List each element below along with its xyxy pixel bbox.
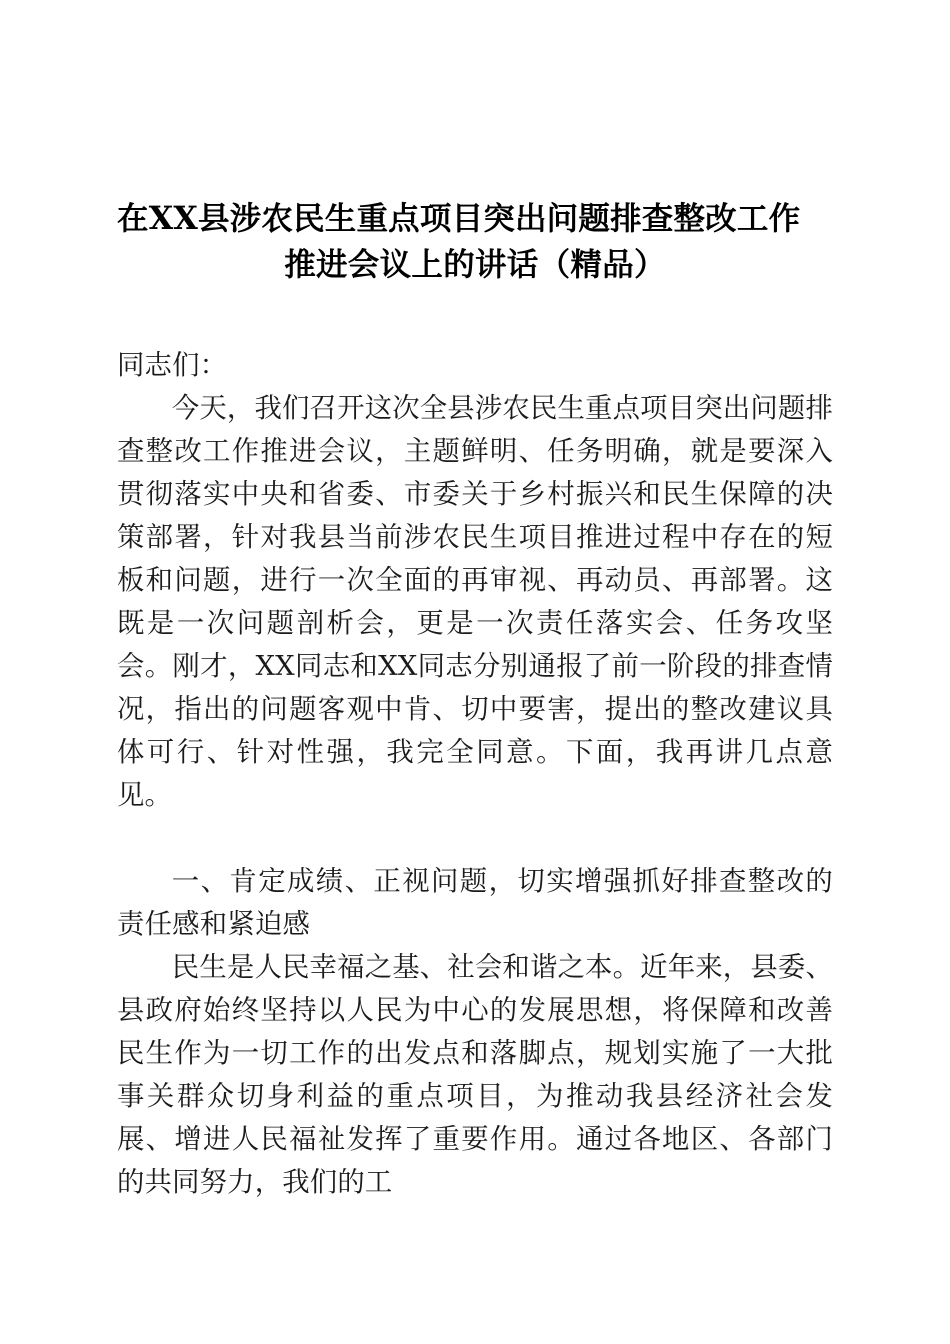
page-title-line-2: 推进会议上的讲话（精品） <box>284 246 666 283</box>
paragraph-intro: 今天，我们召开这次全县涉农民生重点项目突出问题排查整改工作推进会议，主题鲜明、任务明确，就是要深入贯彻落实中央和省委、市委关于乡村振兴和民生保障的决策部署，针对我县当前涉农民生项目推进过程中存在的短板和问题，进行一次全面的再审视、再动员、再部署。这既是一次问题剖析会，更是一次责任落实会、任务攻坚会。刚才，XX同志和XX同志分别通报了前一阶段的排查情况，指出的问题客观中肯、切中要害，提出的整改建议具体可行、针对性强，我完全同意。下面，我再讲几点意见。 <box>117 393 833 811</box>
page-title <box>117 0 833 288</box>
paragraph-section-1-body: 民生是人民幸福之基、社会和谐之本。近年来，县委、县政府始终坚持以人民为中心的发展思想，将保障和改善民生作为一切工作的出发点和落脚点，规划实施了一大批事关群众切身利益的重点项目，为推动我县经济社会发展、增进人民福祉发挥了重要作用。通过各地区、各部门的共同努力，我们的工 <box>117 952 833 1198</box>
section-heading-1: 一、肯定成绩、正视问题，切实增强抓好排查整改的责任感和紧迫感 <box>117 865 833 940</box>
salutation: 同志们： <box>117 350 228 381</box>
document-content <box>117 0 833 1204</box>
page-title-line-1: 在XX县涉农民生重点项目突出问题排查整改工作 <box>117 200 801 237</box>
